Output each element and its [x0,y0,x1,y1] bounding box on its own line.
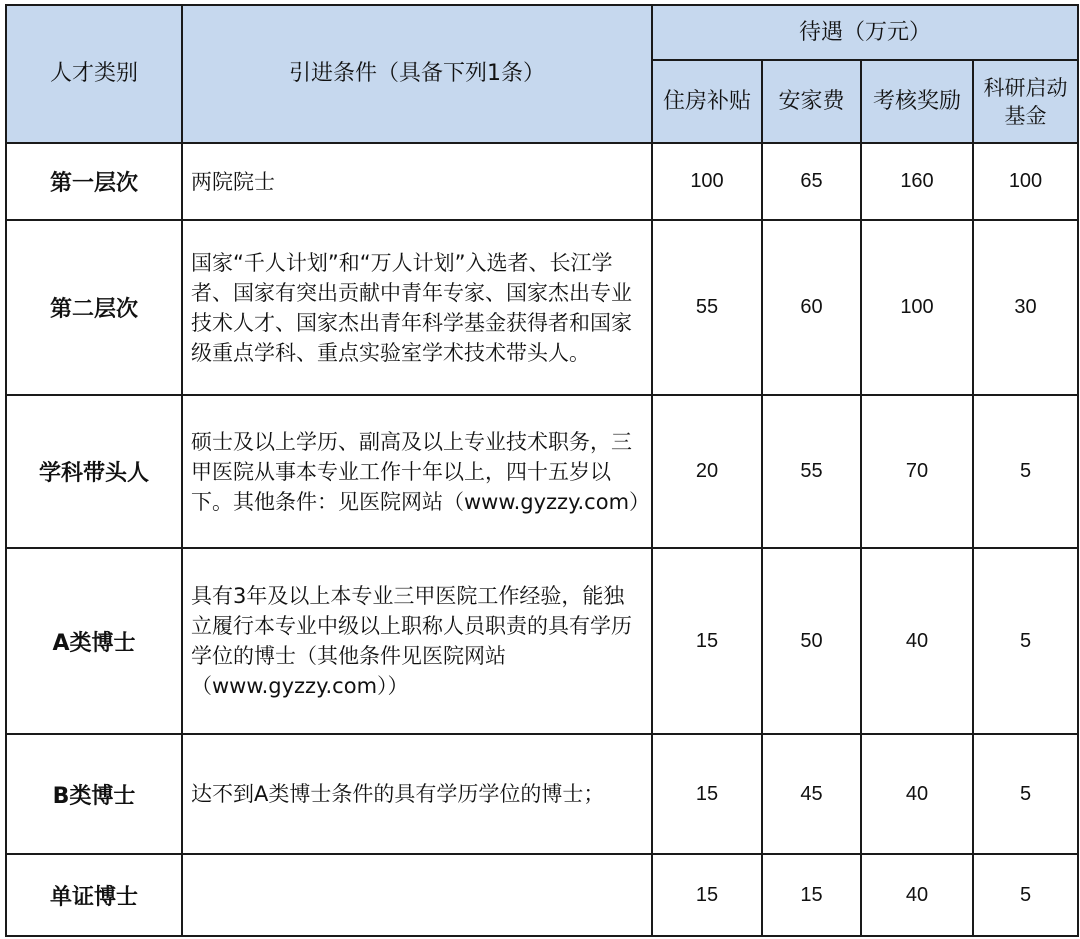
category-cell: 学科带头人 [6,395,182,548]
category-cell: A类博士 [6,548,182,734]
research-fund-cell: 30 [973,220,1078,395]
conditions-cell: 国家“千人计划”和“万人计划”入选者、长江学者、国家有突出贡献中青年专家、国家杰出专业技术人才、国家杰出青年科学基金获得者和国家级重点学科、重点实验室学术技术带头人。 [182,220,652,395]
settlement-fee-cell: 60 [762,220,861,395]
talent-benefits-table [5,4,1079,937]
table-row [6,143,1078,220]
category-cell: 第一层次 [6,143,182,220]
conditions-cell: 具有3年及以上本专业三甲医院工作经验，能独立履行本专业中级以上职称人员职责的具有学历学位的博士（其他条件见医院网站（www.gyzzy.com）） [182,548,652,734]
category-cell: B类博士 [6,734,182,854]
table-header [6,5,1078,143]
housing-subsidy-cell: 55 [652,220,762,395]
header-conditions: 引进条件（具备下列1条） [182,5,652,143]
assessment-reward-cell: 40 [861,734,973,854]
assessment-reward-cell: 160 [861,143,973,220]
housing-subsidy-cell: 15 [652,548,762,734]
conditions-cell: 硕士及以上学历、副高及以上专业技术职务，三甲医院从事本专业工作十年以上，四十五岁以下。其他条件：见医院网站（www.gyzzy.com） [182,395,652,548]
category-cell: 单证博士 [6,854,182,936]
settlement-fee-cell: 50 [762,548,861,734]
header-settlement-fee: 安家费 [762,60,861,143]
assessment-reward-cell: 100 [861,220,973,395]
table-row [6,548,1078,734]
research-fund-cell: 5 [973,854,1078,936]
housing-subsidy-cell: 15 [652,734,762,854]
conditions-cell: 达不到A类博士条件的具有学历学位的博士； [182,734,652,854]
header-research-fund [973,60,1078,143]
header-category: 人才类别 [6,5,182,143]
table-row [6,395,1078,548]
table-row [6,734,1078,854]
assessment-reward-cell: 40 [861,854,973,936]
header-benefits: 待遇（万元） [652,5,1078,60]
settlement-fee-cell: 65 [762,143,861,220]
research-fund-cell: 5 [973,395,1078,548]
category-cell: 第二层次 [6,220,182,395]
header-housing-subsidy: 住房补贴 [652,60,762,143]
settlement-fee-cell: 15 [762,854,861,936]
conditions-cell: 两院院士 [182,143,652,220]
table-row [6,220,1078,395]
housing-subsidy-cell: 100 [652,143,762,220]
research-fund-cell: 5 [973,734,1078,854]
settlement-fee-cell: 45 [762,734,861,854]
housing-subsidy-cell: 15 [652,854,762,936]
assessment-reward-cell: 70 [861,395,973,548]
header-research-fund-line2: 基金 [1004,103,1047,128]
housing-subsidy-cell: 20 [652,395,762,548]
table-row [6,854,1078,936]
header-assessment-reward: 考核奖励 [861,60,973,143]
settlement-fee-cell: 55 [762,395,861,548]
header-research-fund-line1: 科研启动 [983,75,1068,100]
research-fund-cell: 5 [973,548,1078,734]
research-fund-cell: 100 [973,143,1078,220]
conditions-cell [182,854,652,936]
assessment-reward-cell: 40 [861,548,973,734]
